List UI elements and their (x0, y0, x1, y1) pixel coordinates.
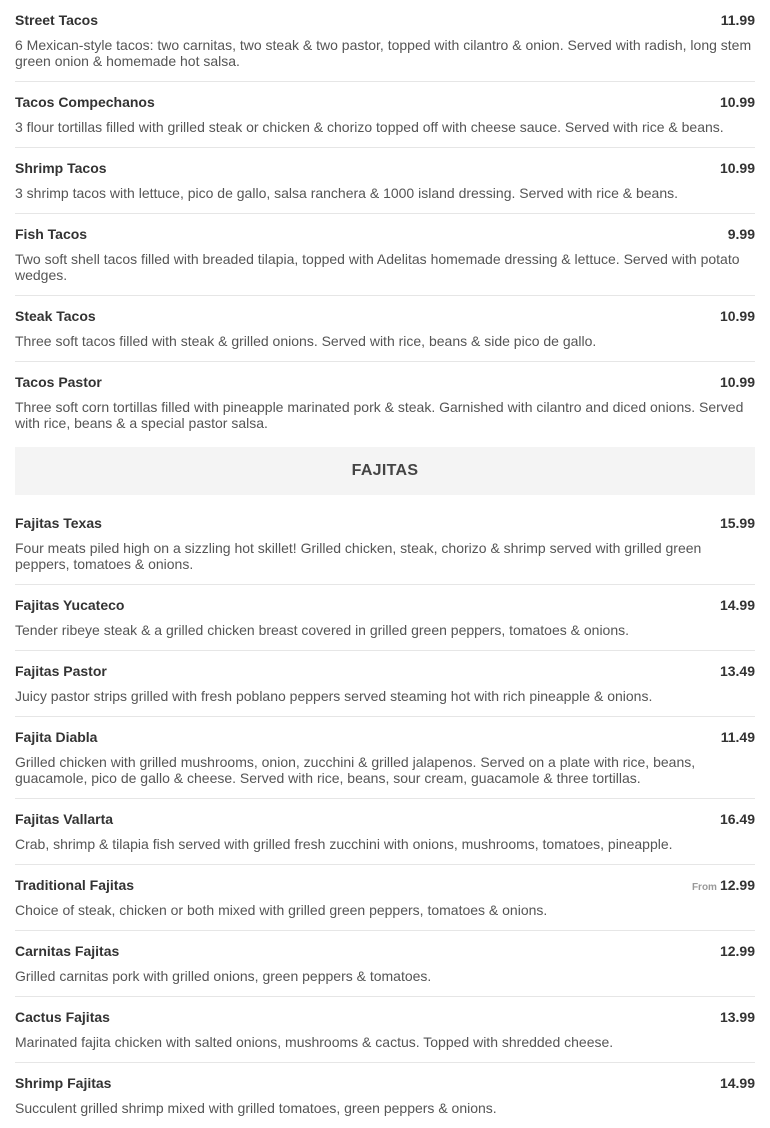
item-description: Choice of steak, chicken or both mixed with grilled green peppers, tomatoes & onions. (15, 902, 548, 918)
item-description: 3 flour tortillas filled with grilled steak or chicken & chorizo topped off with cheese sauce. Served with rice & beans. (15, 119, 724, 135)
item-name: Steak Tacos (15, 308, 96, 324)
menu-item-street-tacos (15, 0, 755, 82)
item-description: Four meats piled high on a sizzling hot skillet! Grilled chicken, steak, chorizo & shrimp served with grilled green peppers, tomatoes & onions. (15, 540, 702, 572)
item-price: 10.99 (719, 94, 755, 110)
menu-item-cactus-fajitas (15, 997, 755, 1063)
menu-item-fajitas-texas (15, 503, 755, 585)
menu-item-fajitas-yucateco (15, 585, 755, 651)
item-description: Three soft corn tortillas filled with pineapple marinated pork & steak. Garnished with cilantro and diced onions. Served with rice, beans & a special pastor salsa. (15, 399, 744, 431)
item-description: 6 Mexican-style tacos: two carnitas, two steak & two pastor, topped with cilantro & onion. Served with radish, long stem green onion & homemade hot salsa. (15, 37, 752, 69)
item-price: 15.99 (719, 515, 755, 531)
item-price: 10.99 (719, 308, 755, 324)
item-price: 9.99 (727, 226, 755, 242)
item-price: 11.99 (720, 12, 755, 28)
menu-item-steak-tacos (15, 296, 755, 362)
item-price: 13.49 (719, 663, 755, 679)
section-title: FAJITAS (351, 462, 419, 479)
item-description: Grilled carnitas pork with grilled onions, green peppers & tomatoes. (15, 968, 432, 984)
price-prefix: From (691, 882, 717, 893)
menu-item-fajita-diabla (15, 717, 755, 799)
menu-item-tacos-pastor (15, 362, 755, 443)
item-name: Cactus Fajitas (15, 1009, 110, 1025)
item-price: 12.99 (719, 943, 755, 959)
item-name: Tacos Pastor (15, 374, 102, 390)
item-name: Carnitas Fajitas (15, 943, 120, 959)
item-price: 14.99 (719, 1075, 755, 1091)
item-description: Juicy pastor strips grilled with fresh poblano peppers served steaming hot with rich pineapple & onions. (15, 688, 653, 704)
item-price: 10.99 (719, 374, 755, 390)
item-name: Fajitas Pastor (15, 663, 107, 679)
item-price: 13.99 (719, 1009, 755, 1025)
item-description: Succulent grilled shrimp mixed with grilled tomatoes, green peppers & onions. (15, 1100, 497, 1116)
item-price: 16.49 (719, 811, 755, 827)
menu-item-tacos-compechanos (15, 82, 755, 148)
item-description: Two soft shell tacos filled with breaded tilapia, topped with Adelitas homemade dressing & lettuce. Served with potato wedges. (15, 251, 740, 283)
price-value: 12.99 (719, 877, 755, 893)
item-description: Crab, shrimp & tilapia fish served with grilled fresh zucchini with onions, mushrooms, tomatoes, pineapple. (15, 836, 673, 852)
item-name: Fajitas Yucateco (15, 597, 125, 613)
item-name: Street Tacos (15, 12, 98, 28)
menu-item-shrimp-tacos (15, 148, 755, 214)
item-description: Grilled chicken with grilled mushrooms, onion, zucchini & grilled jalapenos. Served on a plate with rice, beans, guacamole, pico de gallo & cheese. Served with rice, beans, sour cream, guacamole & three tortillas. (15, 754, 696, 786)
item-price: 14.99 (719, 597, 755, 613)
item-name: Fish Tacos (15, 226, 88, 242)
menu-item-traditional-fajitas (15, 865, 755, 931)
item-name: Shrimp Fajitas (15, 1075, 112, 1091)
item-name: Fajitas Texas (15, 515, 102, 531)
item-name: Shrimp Tacos (15, 160, 107, 176)
item-name: Traditional Fajitas (15, 877, 135, 893)
item-price (692, 877, 755, 893)
item-name: Tacos Compechanos (15, 94, 155, 110)
item-price: 10.99 (719, 160, 755, 176)
item-description: Marinated fajita chicken with salted onions, mushrooms & cactus. Topped with shredded cheese. (15, 1034, 614, 1050)
item-name: Fajitas Vallarta (15, 811, 114, 827)
item-name: Fajita Diabla (15, 729, 98, 745)
item-description: Tender ribeye steak & a grilled chicken breast covered in grilled green peppers, tomatoes & onions. (15, 622, 630, 638)
menu-item-carnitas-fajitas (15, 931, 755, 997)
item-price: 11.49 (720, 729, 755, 745)
menu-item-fajitas-pastor (15, 651, 755, 717)
menu-item-shrimp-fajitas (15, 1063, 755, 1128)
menu-item-fajitas-vallarta (15, 799, 755, 865)
menu-item-fish-tacos (15, 214, 755, 296)
item-description: 3 shrimp tacos with lettuce, pico de gallo, salsa ranchera & 1000 island dressing. Served with rice & beans. (15, 185, 679, 201)
section-header-fajitas (15, 447, 755, 495)
item-description: Three soft tacos filled with steak & grilled onions. Served with rice, beans & side pico de gallo. (15, 333, 597, 349)
